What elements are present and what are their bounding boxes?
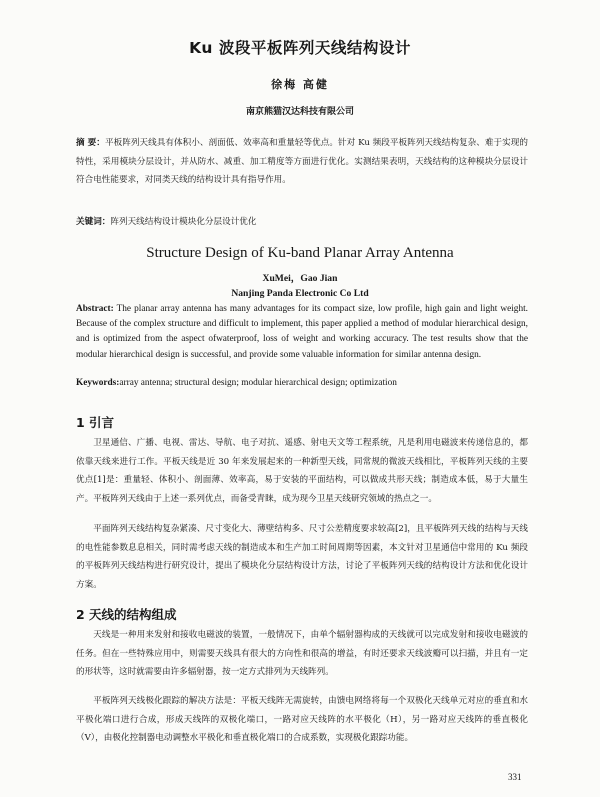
paragraph: 卫星通信、广播、电视、雷达、导航、电子对抗、遥感、射电天文等工程系统，凡是利用电磁波来传递信息的，都依靠天线来进行工作。平板天线是近 30 年来发展起来的一种新型天线，同常规的微波天线相比，平板阵列天线的主要优点[1]是：重量轻、体积小、剖面薄、效率高，易于安装的平面结构，可以做成共形天线；制造成本低，易于大量生产。平板阵列天线由于上述一系列优点，而备受青睐，成为现今卫星天线研究领域的热点之一。	[76, 438, 528, 504]
keywords-cn-text: 阵列天线结构设计模块化分层设计优化	[110, 217, 257, 227]
keywords-en-label: Keywords:	[76, 378, 120, 388]
authors-en: XuMei，Gao Jian	[262, 273, 338, 284]
section-heading-structure: 2 天线的结构组成	[76, 607, 177, 622]
section-heading-introduction: 1 引言	[76, 415, 115, 430]
abstract-en-text: The planar array antenna has many advantages for its compact size, low profile, high gain and light weight. Because of the complex structure and difficult to implement, this paper applied a method of modular hierarchical design, and is optimized from the aspect ofwaterproof, loss of weight and working accuracy. The test results show that the modular hierarchical design is successful, and provide some valuable information for similar antenna design.	[76, 304, 529, 360]
affiliation-cn: 南京熊猫汉达科技有限公司	[245, 107, 354, 117]
abstract-cn-label: 摘 要：	[76, 138, 105, 148]
paper-title-en: Structure Design of Ku-band Planar Array Antenna	[146, 245, 454, 261]
paper-title-cn: Ku 波段平板阵列天线结构设计	[189, 39, 411, 57]
paragraph: 平面阵列天线结构复杂紧凑、尺寸变化大、薄壁结构多、尺寸公差精度要求较高[2]，且平板阵列天线的结构与天线的电性能参数息息相关，同时需考虑天线的制造成本和生产加工时间周期等因素，本文针对卫星通信中常用的 Ku 频段的平板阵列天线结构进行研究设计，提出了模块化分层结构设计方法，讨论了平板阵列天线的结构设计方法和优化设计方案。	[76, 524, 528, 590]
keywords-en	[76, 378, 528, 388]
affiliation-en: Nanjing Panda Electronic Co Ltd	[231, 288, 369, 299]
abstract-cn	[76, 134, 528, 190]
keywords-cn	[76, 215, 528, 227]
paragraph: 天线是一种用来发射和接收电磁波的装置，一般情况下，由单个辐射器构成的天线就可以完成发射和接收电磁波的任务。但在一些特殊应用中，则需要天线具有很大的方向性和很高的增益，有时还要求天线波瓣可以扫描，并且有一定的形状等，这时就需要由许多辐射器，按一定方式排列为天线阵列。	[76, 630, 528, 678]
keywords-en-text: array antenna; structural design; modular hierarchical design; optimization	[119, 378, 397, 388]
paragraph: 平板阵列天线极化跟踪的解决方法是：平板天线阵无需旋转，由馈电网络将每一个双极化天线单元对应的垂直和水平极化端口进行合成，形成天线阵的双极化端口，一路对应天线阵的水平极化（H），另一路对应天线阵的垂直极化（V），由极化控制器电动调整水平极化和垂直极化端口的合成系数，实现极化跟踪功能。	[76, 696, 528, 744]
abstract-cn-text: 平板阵列天线具有体积小、剖面低、效率高和重量轻等优点。针对 Ku 频段平板阵列天线结构复杂、难于实现的特性，采用模块分层设计，并从防水、减重、加工精度等方面进行优化。实测结果表明，天线结构的这种模块分层设计符合电性能要求，对同类天线的结构设计具有指导作用。	[76, 138, 528, 186]
abstract-en-label: Abstract:	[76, 304, 114, 314]
keywords-cn-label: 关键词：	[76, 217, 111, 227]
page-number: 331	[508, 772, 522, 782]
abstract-en	[76, 302, 528, 363]
authors-cn: 徐梅 高健	[271, 78, 329, 91]
